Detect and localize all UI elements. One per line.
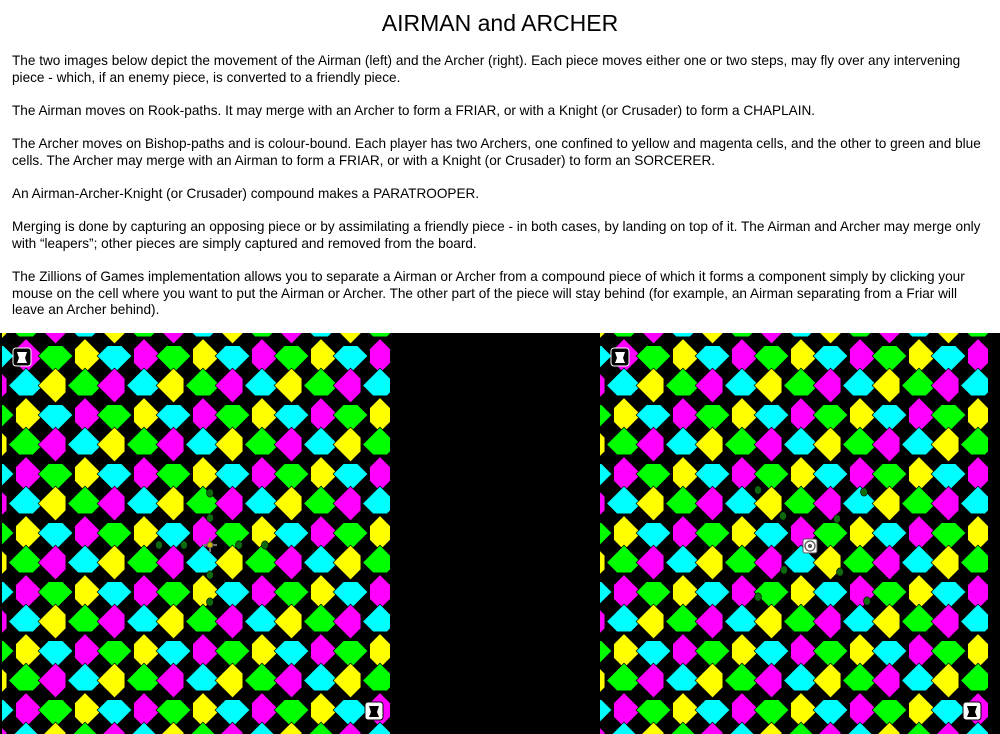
move-target-marker[interactable] — [780, 512, 787, 520]
archer-movement-board[interactable] — [600, 333, 992, 734]
board-edge — [390, 333, 394, 734]
zillions-paragraph: The Zillions of Games implementation allows you to separate a Airman or Archer from a compound piece of which it forms a component simply by clicking your mouse on the cell where you want to put the Airman or Archer. The other part of the piece will stay behind (for example, an Airman separating from a Friar will leave an Archer behind). — [12, 269, 965, 318]
move-target-marker[interactable] — [207, 489, 214, 497]
white-corner-piece-icon[interactable] — [365, 702, 383, 720]
move-target-marker[interactable] — [236, 541, 243, 549]
black-corner-piece-icon[interactable] — [611, 348, 629, 366]
airman-movement-board[interactable] — [2, 333, 394, 734]
board-edge — [988, 333, 992, 734]
move-target-marker[interactable] — [207, 598, 214, 606]
move-target-marker[interactable] — [207, 571, 214, 579]
page-title: AIRMAN and ARCHER — [381, 10, 619, 36]
move-target-marker[interactable] — [755, 486, 762, 494]
move-target-marker[interactable] — [207, 514, 214, 522]
move-target-marker[interactable] — [864, 597, 871, 605]
move-target-marker[interactable] — [834, 515, 841, 523]
white-corner-piece-icon[interactable] — [963, 702, 981, 720]
move-target-marker[interactable] — [181, 541, 188, 549]
paratrooper-paragraph: An Airman-Archer-Knight (or Crusader) compound makes a PARATROOPER. — [12, 186, 480, 201]
board-area — [0, 333, 1000, 734]
move-target-marker[interactable] — [755, 593, 762, 601]
airman-paragraph: The Airman moves on Rook-paths. It may merge with an Archer to form a FRIAR, or with a Knight (or Crusader) to form a CHAPLAIN. — [12, 103, 816, 118]
merging-paragraph: Merging is done by capturing an opposing piece or by assimilating a friendly piece - in both cases, by landing on top of it. The Airman and Archer may merge only with “leapers”; other pieces are simply captured and removed from the board. — [12, 219, 981, 251]
move-target-marker[interactable] — [861, 488, 868, 496]
move-target-marker[interactable] — [837, 568, 844, 576]
move-target-marker[interactable] — [262, 541, 269, 549]
move-target-marker[interactable] — [156, 541, 163, 549]
archer-paragraph: The Archer moves on Bishop-paths and is colour-bound. Each player has two Archers, one confined to yellow and magenta cells, and the other to green and blue cells. The Archer may merge with an Airman to form a FRIAR, or with a Knight (or Crusader) to form an SORCERER. — [12, 136, 981, 168]
move-target-marker[interactable] — [781, 566, 788, 574]
black-corner-piece-icon[interactable] — [13, 348, 31, 366]
intro-paragraph: The two images below depict the movement of the Airman (left) and the Archer (right). Each piece moves either one or two steps, may fly over any intervening piece - which, if an enemy piece, is converted to a friendly piece. — [12, 53, 961, 85]
archer-target-icon[interactable] — [803, 539, 817, 553]
